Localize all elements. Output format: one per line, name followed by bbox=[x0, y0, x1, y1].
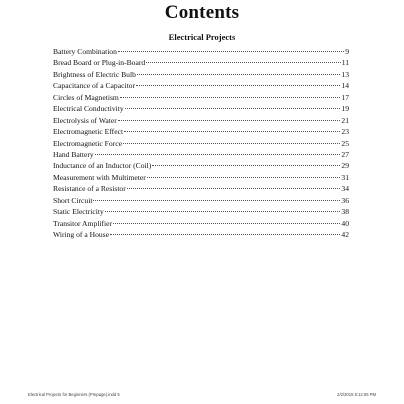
dot-leader bbox=[127, 188, 341, 189]
toc-entry-page: 25 bbox=[341, 138, 349, 148]
toc-entry-short-circuit bbox=[53, 195, 349, 206]
toc-entry-label: Electromagnetic Force bbox=[53, 138, 122, 148]
toc-entry-label: Short Circuit bbox=[53, 195, 93, 205]
dot-leader bbox=[147, 177, 341, 178]
toc-entry-page: 11 bbox=[341, 58, 349, 68]
dot-leader bbox=[105, 211, 341, 212]
toc-entry-page: 36 bbox=[341, 195, 349, 205]
toc-entry-label: Measurement with Multimeter bbox=[53, 172, 146, 182]
dot-leader bbox=[146, 62, 341, 63]
toc-entry-electromagnetic-force bbox=[53, 138, 349, 149]
dot-leader bbox=[124, 131, 340, 132]
toc-entry-label: Capacitance of a Capacitor bbox=[53, 81, 136, 91]
toc-entry-page: 21 bbox=[341, 115, 349, 125]
table-of-contents bbox=[53, 46, 349, 240]
toc-entry-page: 40 bbox=[341, 218, 349, 228]
toc-entry-circles-of-magnetism bbox=[53, 92, 349, 103]
toc-entry-brightness-of-electric-bulb bbox=[53, 69, 349, 80]
footer-timestamp: 2/2/2015 5:12:06 PM bbox=[337, 392, 376, 397]
toc-entry-bread-board bbox=[53, 57, 349, 68]
toc-entry-page: 9 bbox=[345, 47, 349, 56]
toc-entry-page: 14 bbox=[341, 81, 349, 91]
toc-entry-page: 17 bbox=[341, 92, 349, 102]
toc-entry-label: Circles of Magnetism bbox=[53, 92, 119, 102]
toc-entry-label: Resistance of a Resistor bbox=[53, 184, 126, 194]
toc-entry-label: Electromagnetic Effect bbox=[53, 127, 124, 137]
toc-entry-page: 42 bbox=[341, 230, 349, 239]
toc-entry-electrical-conductivity bbox=[53, 103, 349, 114]
toc-entry-page: 23 bbox=[341, 127, 349, 137]
dot-leader bbox=[120, 97, 341, 98]
toc-entry-page: 38 bbox=[341, 207, 349, 217]
dot-leader bbox=[152, 165, 340, 166]
dot-leader bbox=[113, 223, 340, 224]
toc-entry-page: 29 bbox=[341, 161, 349, 171]
toc-entry-label: Battery Combination bbox=[53, 47, 117, 56]
toc-entry-page: 13 bbox=[341, 69, 349, 79]
toc-entry-wiring-of-a-house bbox=[53, 229, 349, 240]
dot-leader bbox=[95, 154, 341, 155]
toc-entry-label: Hand Battery bbox=[53, 149, 94, 159]
toc-entry-page: 31 bbox=[341, 172, 349, 182]
dot-leader bbox=[93, 200, 340, 201]
dot-leader bbox=[110, 234, 340, 235]
toc-entry-transitor-amplifier bbox=[53, 218, 349, 229]
toc-entry-label: Static Electricity bbox=[53, 207, 104, 217]
toc-entry-page: 27 bbox=[341, 149, 349, 159]
toc-entry-label: Bread Board or Plug-in-Board bbox=[53, 58, 146, 68]
toc-entry-page: 34 bbox=[341, 184, 349, 194]
dot-leader bbox=[118, 120, 341, 121]
dot-leader bbox=[125, 108, 341, 109]
toc-entry-battery-combination bbox=[53, 46, 349, 57]
dot-leader bbox=[118, 51, 344, 52]
page-title: Contents bbox=[164, 2, 240, 23]
toc-entry-electromagnetic-effect bbox=[53, 126, 349, 137]
toc-entry-hand-battery bbox=[53, 149, 349, 160]
dot-leader bbox=[137, 74, 341, 75]
toc-entry-inductance bbox=[53, 160, 349, 171]
toc-entry-capacitance bbox=[53, 80, 349, 91]
dot-leader bbox=[123, 143, 340, 144]
toc-entry-electrolysis-of-water bbox=[53, 115, 349, 126]
toc-entry-measurement-with-multimeter bbox=[53, 172, 349, 183]
toc-entry-label: Inductance of an Inductor (Coil) bbox=[53, 161, 152, 171]
toc-entry-label: Transitor Amplifier bbox=[53, 218, 112, 228]
toc-entry-label: Electrical Conductivity bbox=[53, 104, 124, 114]
section-title: Electrical Projects bbox=[168, 32, 236, 42]
toc-entry-static-electricity bbox=[53, 206, 349, 217]
dot-leader bbox=[136, 85, 340, 86]
toc-entry-label: Wiring of a House bbox=[53, 230, 109, 239]
toc-entry-label: Electrolysis of Water bbox=[53, 115, 117, 125]
footer-file-info: Electrical Projects for Beginners (Prepage).indd 5 bbox=[28, 392, 120, 397]
toc-entry-label: Brightness of Electric Bulb bbox=[53, 69, 136, 79]
toc-entry-resistance-of-a-resistor bbox=[53, 183, 349, 194]
toc-entry-page: 19 bbox=[341, 104, 349, 114]
